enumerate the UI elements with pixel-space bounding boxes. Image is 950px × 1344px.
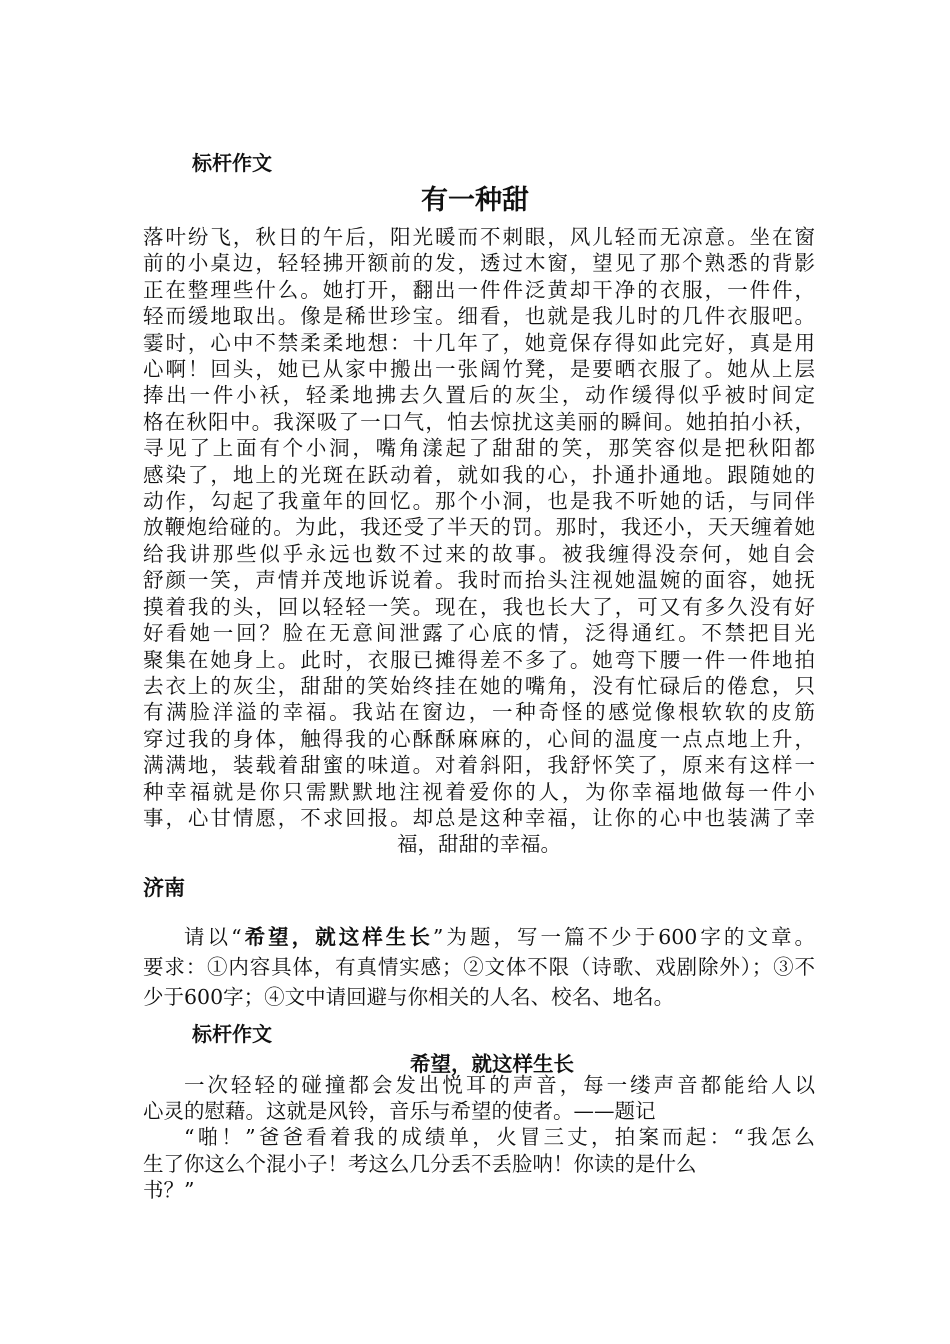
essay-line: 前的小桌边，轻轻拂开额前的发，透过木窗，望见了那个熟悉的背影: [143, 251, 815, 276]
essay-line: 摸着我的头，回以轻轻一笑。现在，我也长大了，可又有多久没有好: [143, 594, 815, 619]
essay-line: 书？”: [143, 1177, 195, 1202]
essay-line: 好看她一回？脸在无意间泄露了心底的情，泛得通红。不禁把目光: [143, 621, 815, 646]
section-label: 标杆作文: [192, 151, 272, 175]
essay-line: 穿过我的身体，触得我的心酥酥麻麻的，心间的温度一点点地上升，: [143, 726, 815, 751]
prompt-text: ”为题，写一篇不少于600字的文章。: [432, 925, 816, 949]
prompt-text: 请以“: [184, 925, 242, 949]
essay-line: 聚集在她身上。此时，衣服已摊得差不多了。她弯下腰一件一件地拍: [143, 647, 815, 672]
essay-line: 去衣上的灰尘，甜甜的笑始终挂在她的嘴角，没有忙碌后的倦怠，只: [143, 673, 815, 698]
essay-line: 格在秋阳中。我深吸了一口气，怕去惊扰这美丽的瞬间。她拍拍小袄，: [143, 409, 815, 434]
essay-line: 霎时，心中不禁柔柔地想：十几年了，她竟保存得如此完好，真是用: [143, 330, 815, 355]
essay-line: 感染了，地上的光斑在跃动着，就如我的心，扑通扑通地。跟随她的: [143, 462, 815, 487]
essay-line: 给我讲那些似乎永远也数不过来的故事。被我缠得没奈何，她自会: [143, 541, 815, 566]
essay-line: 落叶纷飞，秋日的午后，阳光暖而不刺眼，风儿轻而无凉意。坐在窗: [143, 225, 815, 249]
section-label: 标杆作文: [192, 1022, 272, 1046]
essay-line: 福，甜甜的幸福。: [397, 832, 561, 857]
essay-line: “啪！”爸爸看着我的成绩单，火冒三丈，拍案而起：“我怎么: [184, 1125, 815, 1150]
essay-title: 希望，就这样生长: [410, 1052, 574, 1076]
region-heading: 济南: [143, 876, 185, 900]
prompt-line: 要求：①内容具体，有真情实感；②文体不限（诗歌、戏剧除外）；③不: [143, 955, 815, 979]
writing-prompt: [143, 922, 815, 1012]
essay-line: 轻而缓地取出。像是稀世珍宝。细看，也就是我儿时的几件衣服吧。: [143, 304, 815, 329]
essay-line: 心啊！回头，她已从家中搬出一张阔竹凳，是要晒衣服了。她从上层: [143, 357, 815, 382]
essay-line: 寻见了上面有个小洞，嘴角漾起了甜甜的笑，那笑容似是把秋阳都: [143, 436, 815, 461]
essay-line: 动作，勾起了我童年的回忆。那个小洞，也是我不听她的话，与同伴: [143, 489, 815, 514]
essay-line: 事，心甘情愿，不求回报。却总是这种幸福，让你的心中也装满了幸: [143, 805, 815, 830]
essay-line: 满满地，装载着甜蜜的味道。对着斜阳，我舒怀笑了，原来有这样一: [143, 753, 815, 778]
essay-line: 捧出一件小袄，轻柔地拂去久置后的灰尘，动作缓得似乎被时间定: [143, 383, 815, 408]
essay-body: [143, 224, 815, 858]
essay-line: 正在整理些什么。她打开，翻出一件件泛黄却干净的衣服，一件件，: [143, 277, 815, 302]
prompt-keyword: 希望，就这样生长: [241, 925, 433, 949]
essay-line: 生了你这么个混小子！考这么几分丢不丢脸呐！你读的是什么: [143, 1151, 697, 1176]
essay-line: 有满脸洋溢的幸福。我站在窗边，一种奇怪的感觉像根软软的皮筋: [143, 700, 815, 725]
essay-line: 一次轻轻的碰撞都会发出悦耳的声音，每一缕声音都能给人以: [184, 1073, 815, 1097]
prompt-line: 少于600字；④文中请回避与你相关的人名、校名、地名。: [143, 985, 675, 1009]
essay-line: 心灵的慰藉。这就是风铃，音乐与希望的使者。——题记: [143, 1099, 656, 1124]
prompt-line: [143, 922, 815, 952]
essay-line: 种幸福就是你只需默默地注视着爱你的人，为你幸福地做每一件小: [143, 779, 815, 804]
essay-line: 放鞭炮给碰的。为此，我还受了半天的罚。那时，我还小，天天缠着她: [143, 515, 815, 540]
essay-line: 舒颜一笑，声情并茂地诉说着。我时而抬头注视她温婉的面容，她抚: [143, 568, 815, 593]
essay-body: [143, 1072, 815, 1203]
essay-title: 有一种甜: [421, 185, 529, 216]
